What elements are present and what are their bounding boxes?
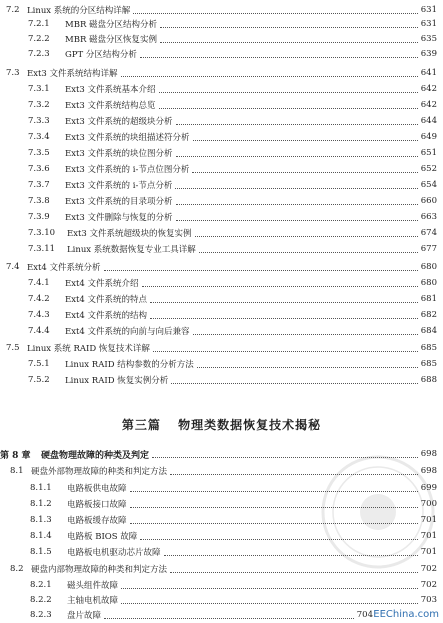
toc-entry[interactable] <box>28 113 437 129</box>
toc-entry[interactable] <box>28 241 437 257</box>
toc-number: 8.2.1 <box>30 580 52 590</box>
toc-entry[interactable] <box>6 65 437 81</box>
toc-number: 7.4.2 <box>28 294 50 304</box>
toc-page-number: 631 <box>420 5 437 15</box>
dot-leader <box>140 57 418 58</box>
toc-page-number: 704 <box>356 610 373 620</box>
toc-title: 盘片故障 <box>67 611 102 621</box>
toc-number: 7.3.6 <box>28 164 50 174</box>
toc-entry[interactable] <box>6 259 437 275</box>
toc-page-number: 702 <box>420 580 437 590</box>
toc-number: 8.1.5 <box>30 547 52 557</box>
dot-leader <box>195 236 418 237</box>
toc-page-number: 685 <box>420 359 437 369</box>
toc-entry[interactable] <box>28 275 437 291</box>
dot-leader <box>159 92 418 93</box>
toc-title: Linux 系统数据恢复专业工具详解 <box>67 245 196 255</box>
dot-leader <box>121 588 418 589</box>
dot-leader <box>150 318 418 319</box>
toc-page-number: 635 <box>420 34 437 44</box>
toc-entry[interactable] <box>30 512 437 528</box>
toc-number: 7.2 <box>6 5 20 15</box>
toc-entry[interactable] <box>30 528 437 544</box>
dot-leader <box>130 507 418 508</box>
toc-number: 7.3.4 <box>28 132 50 142</box>
toc-page-number: 652 <box>420 164 437 174</box>
toc-entry[interactable] <box>28 81 437 97</box>
toc-title: Ext4 文件系统的结构 <box>65 311 148 321</box>
toc-title: Ext3 文件系统结构总览 <box>65 101 156 111</box>
dot-leader <box>193 334 418 335</box>
toc-title: Ext3 文件系统的目录项分析 <box>65 197 173 207</box>
toc-title: Linux 系统的分区结构详解 <box>27 6 131 16</box>
toc-page-number: 674 <box>420 228 437 238</box>
toc-entry[interactable] <box>30 577 437 593</box>
toc-number: 8.2.2 <box>30 595 52 605</box>
toc-title: 电路板接口故障 <box>67 500 127 510</box>
toc-number: 7.3.8 <box>28 196 50 206</box>
toc-entry[interactable] <box>10 463 437 479</box>
dot-leader <box>192 172 417 173</box>
toc-entry[interactable] <box>30 496 437 512</box>
toc-title: Linux RAID 恢复实例分析 <box>65 376 169 386</box>
toc-number: 8.1.4 <box>30 531 52 541</box>
toc-number: 7.4.4 <box>28 326 50 336</box>
toc-page-number: 698 <box>420 449 437 459</box>
toc-number: 7.3.11 <box>28 244 56 254</box>
toc-title: Ext4 文件系统分析 <box>27 263 101 273</box>
toc-title: Ext4 文件系统介绍 <box>65 279 139 289</box>
toc-page-number: 680 <box>420 278 437 288</box>
toc-number: 8.2 <box>10 564 24 574</box>
toc-page-number: 701 <box>420 547 437 557</box>
toc-number: 7.3.3 <box>28 116 50 126</box>
toc-page-number: 703 <box>420 595 437 605</box>
toc-page-number: 688 <box>420 375 437 385</box>
toc-title: Linux RAID 结构参数的分析方法 <box>65 360 194 370</box>
dot-leader <box>130 491 418 492</box>
toc-title: 磁头组件故障 <box>67 581 119 591</box>
dot-leader <box>160 27 418 28</box>
toc-number: 7.3.9 <box>28 212 50 222</box>
toc-page-number: 701 <box>420 531 437 541</box>
dot-leader <box>150 302 418 303</box>
toc-title: 硬盘外部物理故障的种类和判定方法 <box>31 467 168 477</box>
toc-title: 电路板 BIOS 故障 <box>67 532 138 542</box>
dot-leader <box>153 351 418 352</box>
toc-page-number: 642 <box>420 100 437 110</box>
toc-title: 电路板电机驱动芯片故障 <box>67 548 161 558</box>
toc-page-number: 701 <box>420 515 437 525</box>
toc-entry[interactable] <box>28 46 437 62</box>
watermark-logo: EEChina.com <box>373 609 439 620</box>
dot-leader <box>160 42 418 43</box>
dot-leader <box>159 108 418 109</box>
toc-entry[interactable] <box>28 323 437 339</box>
toc-page-number: 641 <box>420 68 437 78</box>
toc-number: 7.3.7 <box>28 180 50 190</box>
toc-page-number: 654 <box>420 180 437 190</box>
dot-leader <box>193 140 418 141</box>
toc-number: 7.3 <box>6 68 20 78</box>
toc-title: Ext3 文件系统的块位图分析 <box>65 149 173 159</box>
toc-entry[interactable] <box>28 209 437 225</box>
dot-leader <box>133 13 417 14</box>
toc-title: 硬盘物理故障的种类及判定 <box>41 450 150 461</box>
dot-leader <box>199 252 418 253</box>
toc-entry[interactable] <box>28 291 437 307</box>
toc-entry[interactable] <box>30 607 373 623</box>
dot-leader <box>130 523 418 524</box>
dot-leader <box>152 457 418 458</box>
dot-leader <box>121 76 418 77</box>
toc-entry[interactable] <box>30 544 437 560</box>
toc-page-number: 642 <box>420 84 437 94</box>
toc-number: 8.1.1 <box>30 483 52 493</box>
toc-title: Ext3 文件系统结构详解 <box>27 69 118 79</box>
toc-page-number: 681 <box>420 294 437 304</box>
dot-leader <box>121 603 418 604</box>
toc-number: 7.3.10 <box>28 228 56 238</box>
toc-number: 7.3.2 <box>28 100 50 110</box>
toc-title: Ext4 文件系统的特点 <box>65 295 148 305</box>
toc-title: Ext3 文件系统超级块的恢复实例 <box>67 229 192 239</box>
toc-page-number: 684 <box>420 326 437 336</box>
toc-title: Ext3 文件系统基本介绍 <box>65 85 156 95</box>
dot-leader <box>142 286 418 287</box>
toc-entry[interactable] <box>28 145 437 161</box>
toc-number: 8.2.3 <box>30 610 52 620</box>
toc-number: 7.2.2 <box>28 34 50 44</box>
part-title: 物理类数据恢复技术揭秘 <box>178 418 322 432</box>
toc-entry[interactable] <box>28 307 437 323</box>
dot-leader <box>176 124 418 125</box>
dot-leader <box>171 383 418 384</box>
dot-leader <box>176 156 418 157</box>
toc-number: 7.5.1 <box>28 359 50 369</box>
toc-number: 7.3.1 <box>28 84 50 94</box>
toc-entry[interactable] <box>28 225 437 241</box>
dot-leader <box>170 572 418 573</box>
toc-entry[interactable] <box>28 161 437 177</box>
toc-number: 8.1.3 <box>30 515 52 525</box>
toc-page-number: 639 <box>420 49 437 59</box>
toc-title: MBR 磁盘分区恢复实例 <box>65 35 158 45</box>
toc-number: 第 8 章 <box>0 450 31 461</box>
part-heading <box>0 416 443 433</box>
toc-page-number: 660 <box>420 196 437 206</box>
toc-page-number: 700 <box>420 499 437 509</box>
toc-number: 7.5 <box>6 343 20 353</box>
toc-entry[interactable] <box>28 16 437 32</box>
toc-page-number: 685 <box>420 343 437 353</box>
dot-leader <box>104 270 418 271</box>
toc-chapter-entry[interactable] <box>0 446 437 462</box>
toc-entry[interactable] <box>30 480 437 496</box>
toc-number: 7.2.1 <box>28 19 50 29</box>
toc-title: 电路板缓存故障 <box>67 516 127 526</box>
toc-number: 7.4.3 <box>28 310 50 320</box>
toc-title: MBR 磁盘分区结构分析 <box>65 20 158 30</box>
part-label: 第三篇 <box>121 418 161 432</box>
toc-entry[interactable] <box>10 561 437 577</box>
toc-number: 8.1 <box>10 466 24 476</box>
toc-entry[interactable] <box>6 340 437 356</box>
toc-page-number: 631 <box>420 19 437 29</box>
toc-entry[interactable] <box>28 193 437 209</box>
toc-page-number: 649 <box>420 132 437 142</box>
toc-entry[interactable] <box>28 97 437 113</box>
toc-page-number: 680 <box>420 262 437 272</box>
toc-number: 7.4 <box>6 262 20 272</box>
dot-leader <box>197 367 418 368</box>
dot-leader <box>170 474 418 475</box>
toc-page-number: 663 <box>420 212 437 222</box>
toc-entry[interactable] <box>30 592 437 608</box>
toc-page-number: 644 <box>420 116 437 126</box>
toc-number: 7.5.2 <box>28 375 50 385</box>
toc-page-number: 651 <box>420 148 437 158</box>
toc-title: Linux 系统 RAID 恢复技术详解 <box>27 344 150 354</box>
toc-title: 电路板供电故障 <box>67 484 127 494</box>
toc-title: Ext3 文件系统的超级块分析 <box>65 117 173 127</box>
toc-entry[interactable] <box>28 177 437 193</box>
toc-title: Ext3 文件系统的块组描述符分析 <box>65 133 190 143</box>
toc-entry[interactable] <box>28 129 437 145</box>
toc-number: 8.1.2 <box>30 499 52 509</box>
toc-number: 7.2.3 <box>28 49 50 59</box>
toc-entry[interactable] <box>28 31 437 47</box>
dot-leader <box>176 220 418 221</box>
toc-number: 7.4.1 <box>28 278 50 288</box>
toc-page-number: 677 <box>420 244 437 254</box>
dot-leader <box>140 539 417 540</box>
toc-page-number: 698 <box>420 466 437 476</box>
dot-leader <box>164 555 418 556</box>
toc-page-number: 682 <box>420 310 437 320</box>
toc-title: Ext3 文件删除与恢复的分析 <box>65 213 173 223</box>
dot-leader <box>104 618 354 619</box>
toc-entry[interactable] <box>28 356 437 372</box>
toc-page-number: 699 <box>420 483 437 493</box>
toc-title: Ext4 文件系统的向前与向后兼容 <box>65 327 190 337</box>
toc-title: Ext3 文件系统的 i-节点位图分析 <box>65 165 190 175</box>
toc-title: 主轴电机故障 <box>67 596 119 606</box>
toc-title: 硬盘内部物理故障的种类和判定方法 <box>31 565 168 575</box>
toc-title: GPT 分区结构分析 <box>65 50 137 60</box>
dot-leader <box>176 204 418 205</box>
dot-leader <box>175 188 417 189</box>
toc-number: 7.3.5 <box>28 148 50 158</box>
toc-entry[interactable] <box>28 372 437 388</box>
toc-page-number: 702 <box>420 564 437 574</box>
toc-title: Ext3 文件系统的 i-节点分析 <box>65 181 173 191</box>
